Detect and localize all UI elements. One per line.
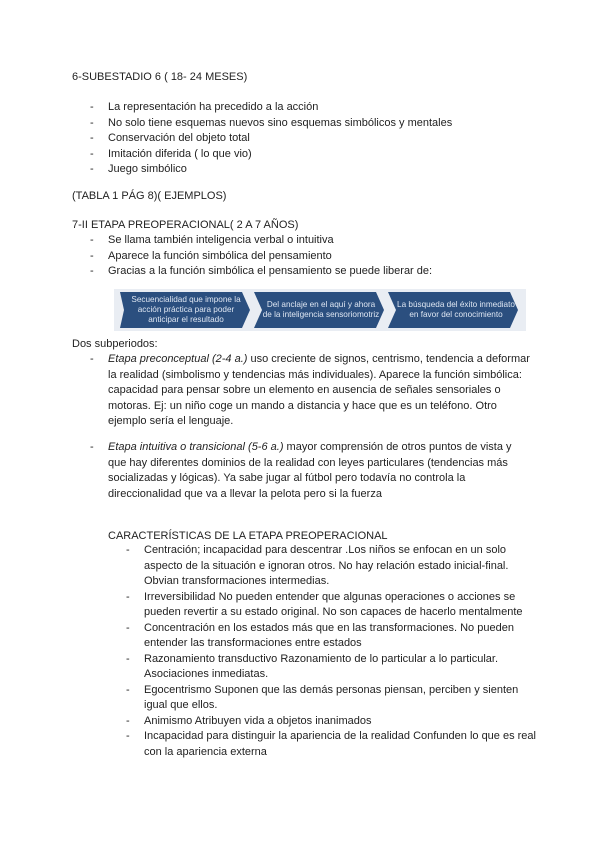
table-reference: (TABLA 1 PÁG 8)( EJEMPLOS): [72, 190, 227, 202]
stage7-heading: 7-II ETAPA PREOPERACIONAL( 2 A 7 AÑOS): [72, 219, 299, 231]
list-item: - Egocentrismo Suponen que las demás personas piensan, perciben y sienten igual que ellos.: [126, 683, 536, 714]
list-item: - Razonamiento transductivo Razonamiento de lo particular a lo particular. Asociaciones inmediatas.: [126, 652, 536, 683]
stage7-list: [90, 233, 432, 280]
list-item: - Centración; incapacidad para descentrar .Los niños se enfocan en un solo aspecto de la situación e ignoran otros. No hay relación estado inicial-final. Obvian transformaciones intermedias.: [126, 543, 536, 590]
list-item: - Aparece la función simbólica del pensamiento: [90, 249, 432, 265]
list-item: - Irreversibilidad No pueden entender que algunas operaciones o acciones se pueden revertir a su estado original. No son capaces de hacerlo mentalmente: [126, 590, 536, 621]
list-item: - Se llama también inteligencia verbal o intuitiva: [90, 233, 432, 249]
substage6-heading: 6-SUBESTADIO 6 ( 18- 24 MESES): [72, 71, 248, 83]
diagram-step-2: Del anclaje en el aquí y ahora de la inteligencia sensoriomotriz: [262, 300, 380, 319]
subperiod-title: Etapa intuitiva o transicional (5-6 a.): [108, 441, 284, 453]
list-item: - Incapacidad para distinguir la apariencia de la realidad Confunden lo que es real con la apariencia externa: [126, 729, 536, 760]
list-item: - La representación ha precedido a la acción: [90, 100, 452, 116]
diagram-step-1: Secuencialidad que impone la acción práctica para poder anticipar el resultado: [131, 295, 241, 324]
list-item: - Gracias a la función simbólica el pensamiento se puede liberar de:: [90, 264, 432, 280]
diagram-step-3: La búsqueda del éxito inmediato en favor del conocimiento: [397, 300, 515, 319]
subperiod-text: mayor comprensión de otros puntos de vista y que hay diferentes dominios de la realidad con leyes particulares (tendencias más socializadas y lógicas). Ya sabe jugar al fútbol pero todavía no controla la direccionalidad que va a llevar la pelota pero si la fuerza: [108, 441, 512, 500]
list-item: - Concentración en los estados más que en las transformaciones. No pueden entender las transformaciones entre estados: [126, 621, 536, 652]
subperiod-item: [90, 440, 530, 502]
characteristics-heading: CARACTERÍSTICAS DE LA ETAPA PREOPERACIONAL: [108, 530, 388, 542]
substage6-list: [90, 100, 452, 178]
subperiod-title: Etapa preconceptual (2-4 a.): [108, 353, 248, 365]
characteristics-list: [126, 543, 536, 760]
subperiod-item: [90, 352, 530, 430]
list-item: - No solo tiene esquemas nuevos sino esquemas simbólicos y mentales: [90, 116, 452, 132]
subperiod-text: uso creciente de signos, centrismo, tendencia a deformar la realidad (simbolismo y tendencias más individuales). Aparece la función simbólica: capacidad para pensar sobre un elemento en ausencia de señales sensoriales o motoras. Ej: un niño coge un mando a distancia y hace que es un teléfono. Otro ejemplo sería el lenguaje.: [108, 353, 530, 427]
subperiods-label: Dos subperiodos:: [72, 338, 158, 350]
list-item: - Imitación diferida ( lo que vio): [90, 147, 452, 163]
list-item: - Animismo Atribuyen vida a objetos inanimados: [126, 714, 536, 730]
list-dash: -: [90, 441, 94, 453]
list-item: - Juego simbólico: [90, 162, 452, 178]
list-item: - Conservación del objeto total: [90, 131, 452, 147]
process-diagram: [114, 289, 526, 331]
list-dash: -: [90, 353, 94, 365]
